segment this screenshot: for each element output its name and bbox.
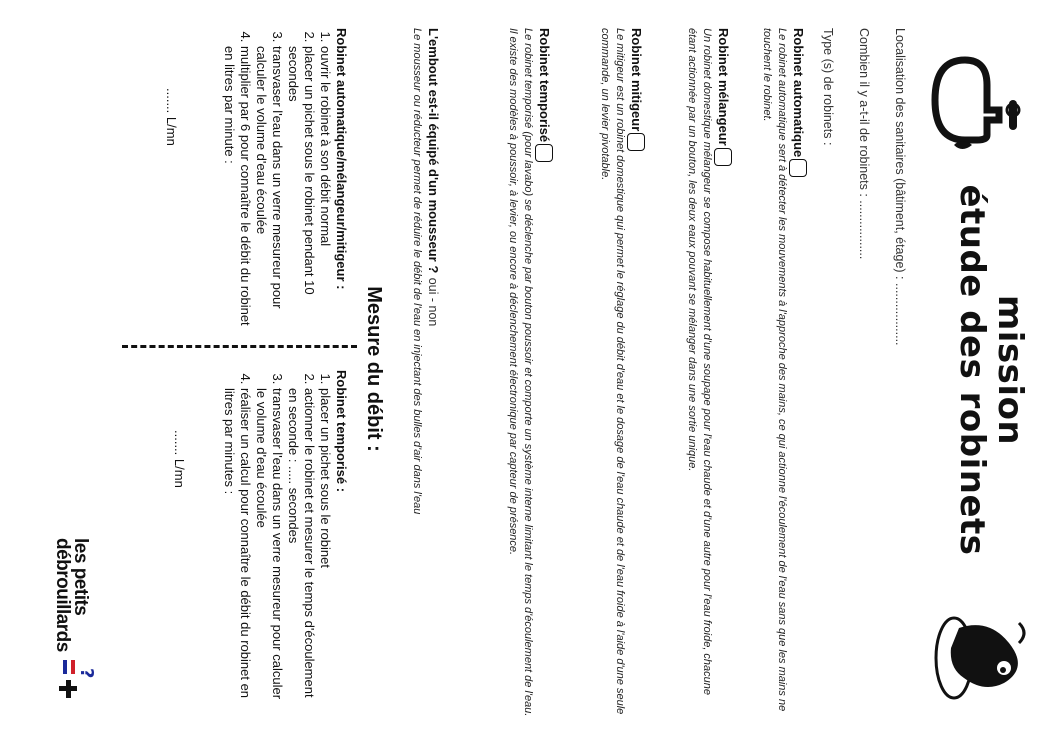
type-checkbox[interactable] — [714, 148, 732, 166]
list-item: 4. multiplier par 6 pour connaître le débit du robinet en litres par minute : — [221, 46, 253, 333]
list-item: 1. ouvrir le robinet à son débit normal — [317, 46, 333, 333]
list-item: 4. réaliser un calcul pour connaître le débit du robinet en litres par minutes : — [221, 388, 253, 710]
type-description: Le mitigeur est un robinet domestique qui permet le réglage du débit d'eau et le dosage de l'eau chaude et de l'eau froide à l'aide d'une seule commande, un levier pivotable. — [598, 28, 626, 715]
type-temporise — [505, 28, 553, 718]
title-line2: étude des robinets — [952, 184, 992, 556]
logo-line1: les petits — [70, 538, 91, 616]
column-divider — [122, 345, 357, 348]
logo-symbols-icon — [47, 658, 97, 708]
type-checkbox[interactable] — [627, 133, 645, 151]
type-mitigeur — [597, 28, 645, 718]
measure-left-steps — [221, 28, 333, 333]
measure-right-heading: Robinet temporisé : — [334, 370, 349, 493]
list-item: 1. placer un pichet sous le robinet — [317, 388, 333, 710]
list-item: 2. actionner le robinet et mesurer le temps d'écoulement en seconde : ..... secondes — [285, 388, 317, 710]
count-field[interactable]: Combien il y a-t-il de robinets : ................. — [857, 28, 871, 260]
mousseur-note: Le mousseur ou réducteur permet de réduire le débit de l'eau en injectant des bulles d'air dans l'eau — [411, 28, 423, 515]
svg-text:?: ? — [76, 668, 97, 679]
type-description: Un robinet domestique mélangeur se compose habituellement d'une soupape pour l'eau chaude et d'une autre pour l'eau froide, chacune étant actionnée par un bouton, les deux eaux pouvant se mélanger dans une sortie unique. — [685, 28, 713, 696]
list-item: 3. transvaser l'eau dans un verre mesureur pour calculer le volume d'eau écoulée — [253, 388, 285, 710]
page-title — [953, 160, 1029, 580]
list-item: 2. placer un pichet sous le robinet pendant 10 secondes — [285, 46, 317, 333]
mousseur-section — [409, 28, 442, 718]
mousseur-options[interactable]: oui - non — [426, 277, 440, 327]
type-name: Robinet automatique — [790, 28, 806, 158]
type-melangeur — [684, 28, 732, 718]
type-name: Robinet mitigeur — [628, 28, 644, 132]
measure-right-column — [171, 370, 349, 710]
type-automatique — [759, 28, 807, 718]
list-item: 3. transvaser l'eau dans un verre mesureur pour calculer le volume d'eau écoulée — [253, 46, 285, 333]
measure-left-result[interactable]: ....... L/mn — [164, 88, 179, 146]
mascot-icon — [929, 598, 1049, 708]
logo — [9, 538, 97, 718]
location-field[interactable]: Localisation des sanitaires (bâtiment, étage) : .................. — [893, 28, 907, 346]
type-name: Robinet mélangeur — [715, 28, 731, 146]
mousseur-question: L'embout est-il équipé d'un mousseur ? — [426, 28, 441, 274]
type-checkbox[interactable] — [535, 144, 553, 162]
measure-title: Mesure du débit : — [363, 286, 385, 452]
measure-right-steps — [221, 370, 333, 710]
type-description: Le robinet automatique sert à détecter les mouvements à l'approche des mains, ce qui actionne l'écoulement de l'eau sans que les mains ne touchent le robinet. — [760, 28, 788, 712]
type-checkbox[interactable] — [789, 159, 807, 177]
measure-left-column — [163, 28, 349, 333]
types-label: Type (s) de robinets : — [821, 28, 835, 146]
logo-line2: débrouillards — [52, 538, 73, 652]
faucet-icon — [907, 40, 1027, 160]
measure-left-heading: Robinet automatique/mélangeur/mitigeur : — [334, 28, 349, 290]
measure-right-result[interactable]: ....... L/mn — [172, 430, 187, 488]
type-description: Le robinet temporisé (pour lavabo) se déclenche par bouton poussoir et comporte un système interne limitant le temps d'écoulement de l'eau. Il existe des modèles à poussoir, à levier, ou encore à déclenchement électronique par capteur de présence. — [506, 28, 534, 717]
title-line1: mission — [990, 294, 1030, 446]
type-name: Robinet temporisé — [536, 28, 552, 143]
